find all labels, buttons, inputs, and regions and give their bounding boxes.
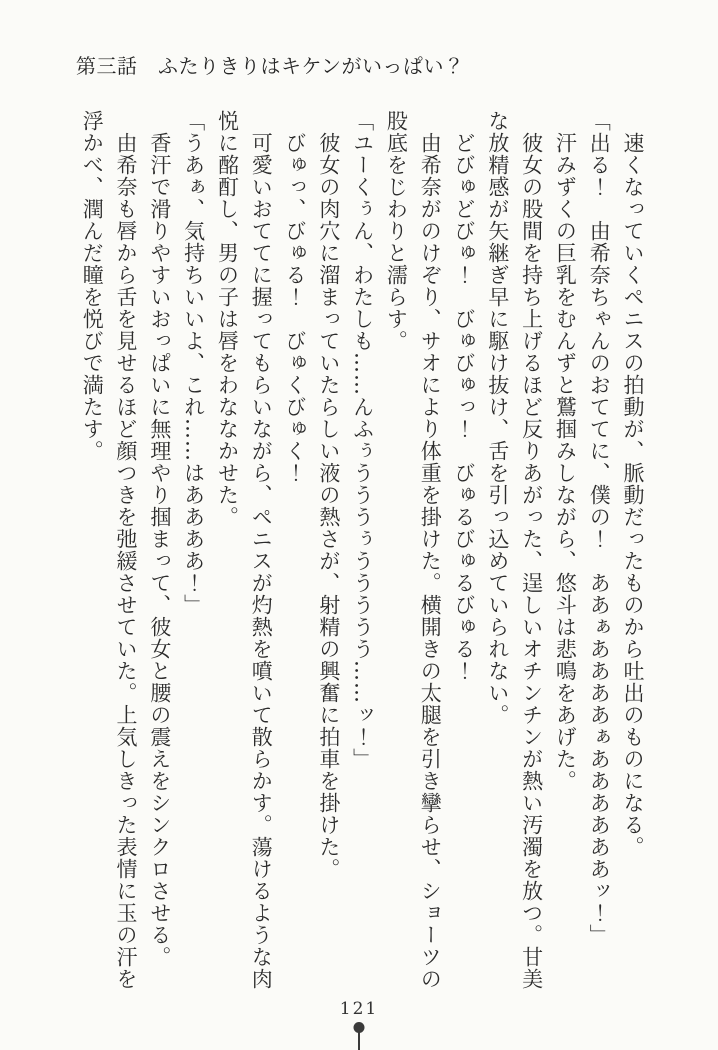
text-column: 悦に酩酊し、男の子は唇をわななかせた。	[215, 110, 240, 528]
text-column: 由希奈も唇から舌を見せるほど顔つきを弛緩させていた。上気しきった表情に玉の汗を	[114, 110, 139, 990]
text-column: 彼女の股間を持ち上げるほど反りあがった、逞しいオチンチンが熱い汚濁を放つ。甘美	[519, 110, 544, 990]
chapter-header: 第三話 ふたりきりはキケンがいっぱい？	[76, 54, 465, 78]
text-column: どびゅどびゅ！ びゅびゅっ！ びゅるびゅるびゅる！	[452, 110, 477, 682]
text-column: 股底をじわりと濡らす。	[384, 110, 409, 352]
body-text	[73, 110, 649, 1012]
text-column: 由希奈がのけぞり、サオにより体重を掛けた。横開きの太腿を引き攣らせ、ショーツの	[418, 110, 443, 990]
text-column: 浮かべ、潤んだ瞳を悦びで満たす。	[80, 110, 105, 462]
text-column: 彼女の肉穴に溜まっていたらしい液の熱さが、射精の興奮に拍車を掛けた。	[316, 110, 341, 880]
text-column: 香汗で滑りやすいおっぱいに無理やり掴まって、彼女と腰の震えをシンクロさせる。	[147, 110, 172, 968]
text-column: 「出る！ 由希奈ちゃんのおててに、僕の！ ああぁああああぁああああああッ！」	[587, 110, 612, 946]
text-column: 「うあぁ、気持ちいいよ、これ……はああああ！」	[181, 110, 206, 616]
footer-pin-ornament	[0, 1022, 718, 1050]
text-column: な放精感が矢継ぎ早に駆け抜け、舌を引っ込めていられない。	[485, 110, 510, 726]
text-column: 速くなっていくペニスの拍動が、脈動だったものから吐出のものになる。	[621, 110, 645, 858]
text-column: びゅっ、びゅる！ びゅくびゅく！	[283, 110, 308, 484]
text-column: 汗みずくの巨乳をむんずと鷲掴みしながら、悠斗は悲鳴をあげた。	[553, 110, 578, 792]
text-column: 可愛いおててに握ってもらいながら、ペニスが灼熱を噴いて散らかす。蕩けるような肉	[249, 110, 274, 990]
text-column: 「ユーくぅん、わたしも……んふぅうううぅううううう……ッ！」	[350, 110, 375, 770]
ornament-stem	[358, 1032, 360, 1050]
page-footer	[0, 1001, 718, 1050]
page-number: 121	[339, 999, 379, 1019]
